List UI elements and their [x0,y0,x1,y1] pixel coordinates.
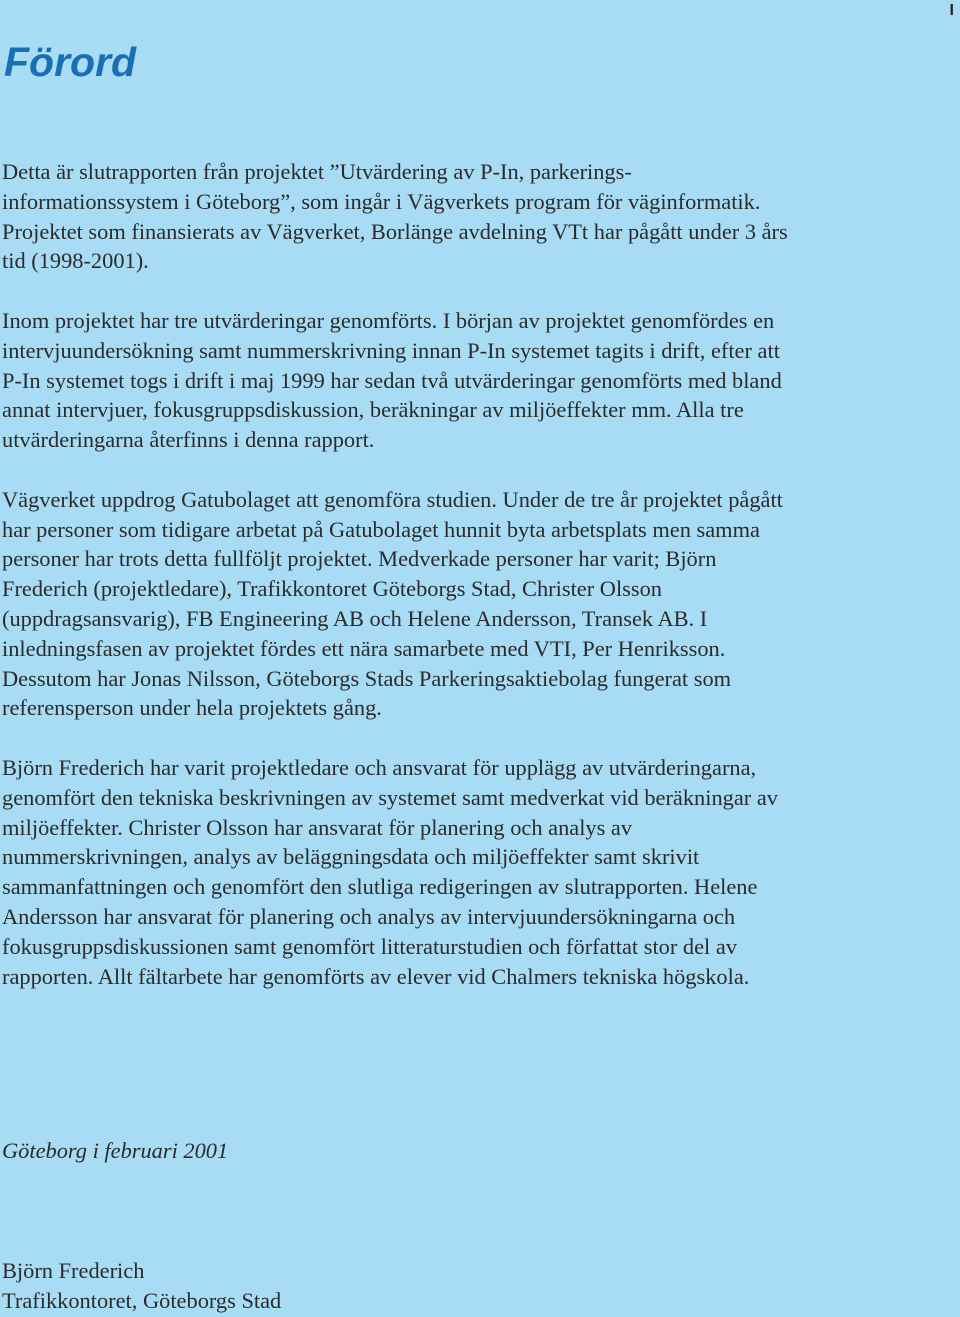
signature-name: Björn Frederich [2,1258,145,1283]
signature-organization: Trafikkontoret, Göteborgs Stad [2,1287,282,1313]
signature-block [2,1256,281,1316]
page-title: Förord [4,39,137,85]
body-text [2,157,792,1021]
page-number: I [949,2,954,19]
paragraph-intro: Detta är slutrapporten från projektet ”Utvärdering av P-In, parkerings-informationssystem i Göteborg”, som ingår i Vägverkets program för väginformatik. Projektet som finansierats av Vägverket, Borlänge avdelning VTt har pågått under 3 års tid (1998-2001). [2,159,788,274]
paragraph-responsibilities: Björn Frederich har varit projektledare och ansvarat för upplägg av utvärderingarna, genomfört den tekniska beskrivningen av systemet samt medverkat vid beräkningar av miljöeffekter. Christer Olsson har ansvarat för planering och analys av nummerskrivningen, analys av beläggningsdata och miljöeffekter samt skrivit sammanfattningen och genomfört den slutliga redigeringen av slutrapporten. Helene Andersson har ansvarat för planering och analys av intervjuundersökningarna och fokusgruppsdiskussionen samt genomfört litteraturstudien och författat stor del av rapporten. Allt fältarbete har genomförts av elever vid Chalmers tekniska högskola. [2,754,778,989]
place-date: Göteborg i februari 2001 [2,1138,229,1163]
paragraph-participants: Vägverket uppdrog Gatubolaget att genomföra studien. Under de tre år projektet pågått har personer som tidigare arbetat på Gatubolaget hunnit byta arbetsplats men samma personer har trots detta fullföljt projektet. Medverkade personer har varit; Björn Frederich (projektledare), Trafikkontoret Göteborgs Stad, Christer Olsson (uppdragsansvarig), FB Engineering AB och Helene Andersson, Transek AB. I inledningsfasen av projektet fördes ett nära samarbete med VTI, Per Henriksson. Dessutom har Jonas Nilsson, Göteborgs Stads Parkeringsaktiebolag fungerat som referensperson under hela projektets gång. [2,486,783,721]
paragraph-evaluations: Inom projektet har tre utvärderingar genomförts. I början av projektet genomfördes en intervjuundersökning samt nummerskrivning innan P-In systemet tagits i drift, efter att P-In systemet togs i drift i maj 1999 har sedan två utvärderingar genomförts med bland annat intervjuer, fokusgruppsdiskussion, beräkningar av miljöeffekter mm. Alla tre utvärderingarna återfinns i denna rapport. [2,307,782,453]
